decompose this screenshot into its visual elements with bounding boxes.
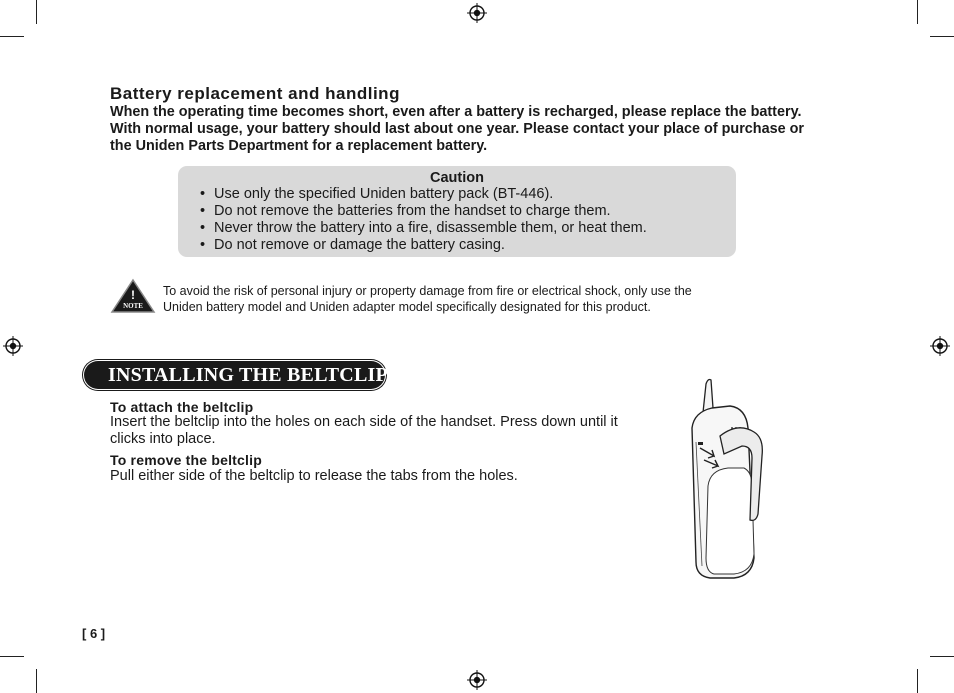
svg-text:!: ! — [131, 288, 135, 302]
caution-title: Caution — [430, 170, 484, 186]
caution-list — [214, 186, 647, 254]
crop-mark — [930, 36, 954, 37]
registration-mark-icon — [467, 3, 487, 23]
beltclip-section-title: INSTALLING THE BELTCLIP — [108, 364, 388, 386]
caution-box — [178, 166, 736, 257]
attach-instructions: Insert the beltclip into the holes on each side of the handset. Press down until it clicks into place. — [110, 414, 618, 447]
crop-mark — [36, 0, 37, 24]
caution-item: • Never throw the battery into a fire, disassemble them, or heat them. — [214, 220, 647, 237]
battery-section-title: Battery replacement and handling — [110, 84, 400, 103]
registration-mark-icon — [930, 336, 950, 356]
crop-mark — [36, 669, 37, 693]
registration-mark-icon — [3, 336, 23, 356]
crop-mark — [0, 656, 24, 657]
registration-mark-icon — [467, 670, 487, 690]
handset-beltclip-illustration — [680, 376, 772, 582]
note-warning-icon — [110, 278, 156, 314]
caution-item: • Do not remove the batteries from the handset to charge them. — [214, 203, 647, 220]
crop-mark — [0, 36, 24, 37]
section-banner — [84, 361, 388, 389]
svg-text:NOTE: NOTE — [123, 302, 143, 310]
page-number: [ 6 ] — [82, 626, 106, 641]
battery-intro-text: When the operating time becomes short, even after a battery is recharged, please replace the battery. With normal usage, your battery should last about one year. Please contact your place of purchase or the Uniden Parts Department for a replacement battery. — [110, 104, 804, 154]
attach-heading: To attach the beltclip — [110, 399, 254, 415]
remove-instructions: Pull either side of the beltclip to release the tabs from the holes. — [110, 468, 518, 484]
crop-mark — [917, 0, 918, 24]
caution-item: • Use only the specified Uniden battery pack (BT-446). — [214, 186, 647, 203]
crop-mark — [917, 669, 918, 693]
note-text: To avoid the risk of personal injury or property damage from fire or electrical shock, only use the Uniden battery model and Uniden adapter model specifically designated for this product. — [163, 284, 692, 314]
crop-mark — [930, 656, 954, 657]
remove-heading: To remove the beltclip — [110, 452, 262, 468]
caution-item: • Do not remove or damage the battery casing. — [214, 237, 647, 254]
